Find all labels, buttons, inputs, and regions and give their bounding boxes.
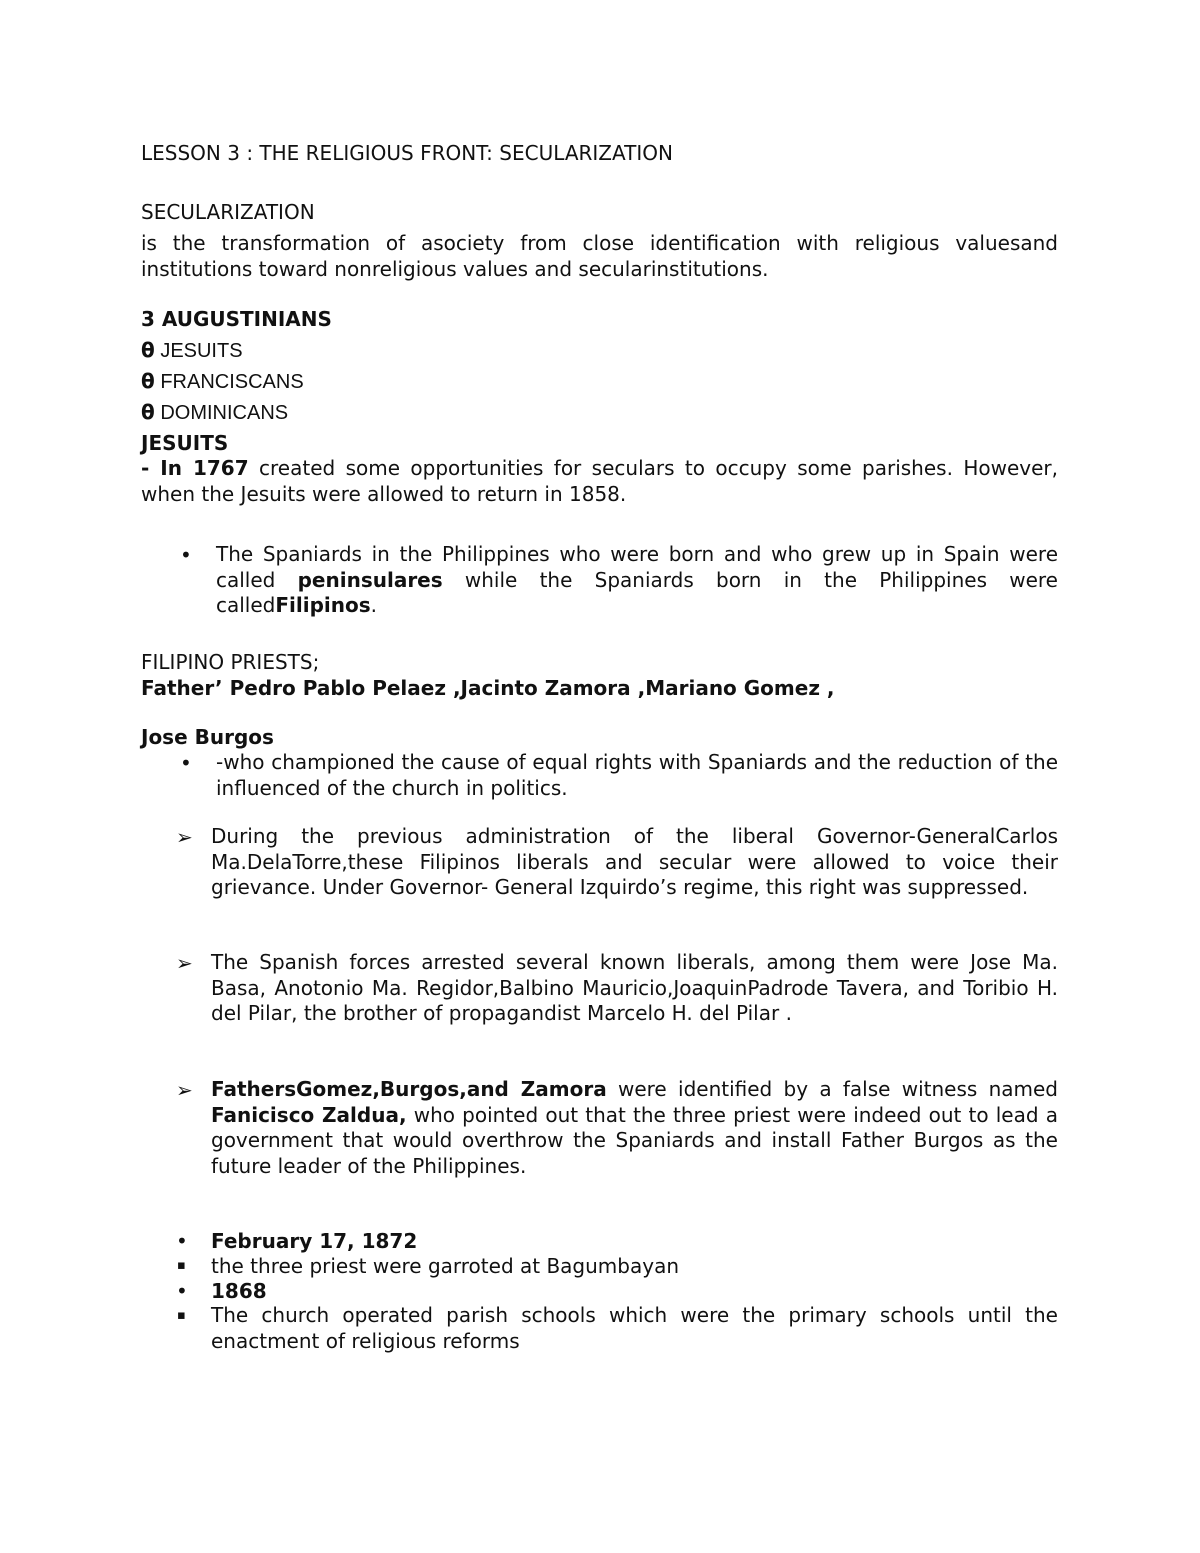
burgos-paragraph: -who championed the cause of equal rights with Spaniards and the reduction of the influenced of the church in politics. [216, 750, 1058, 800]
square-bullet-icon: ▪ [177, 1258, 186, 1273]
order-label: JESUITS [160, 340, 243, 362]
witness-name: Fanicisco Zaldua, [211, 1102, 407, 1127]
jesuits-heading: JESUITS [141, 431, 229, 455]
spaniards-text-2: while the Spaniards born in the Philippines were called [216, 567, 1058, 617]
burgos-heading: Jose Burgos [141, 725, 274, 749]
orders-heading: 3 AUGUSTINIANS [141, 307, 332, 331]
order-label: FRANCISCANS [160, 371, 304, 393]
page-title: LESSON 3 : THE RELIGIOUS FRONT: SECULARIZATION [141, 141, 673, 165]
spaniards-text-3: . [370, 593, 378, 617]
priests-heading: FILIPINO PRIESTS; [141, 650, 320, 674]
witness-text-1: were identified by a false witness named [606, 1077, 1058, 1101]
term-filipinos: Filipinos [275, 593, 371, 617]
secularization-heading: SECULARIZATION [141, 200, 315, 224]
spaniards-paragraph [216, 542, 1058, 619]
bullet-icon: • [176, 1279, 188, 1303]
bullet-icon: • [180, 543, 192, 567]
square-bullet-icon: ▪ [177, 1308, 186, 1323]
order-label: DOMINICANS [160, 402, 289, 424]
timeline-date-1868: 1868 [211, 1279, 267, 1303]
bullet-icon: • [176, 1229, 188, 1253]
jesuits-lead: - In 1767 [141, 456, 249, 480]
order-marker: θ [141, 338, 155, 362]
witness-paragraph [211, 1077, 1058, 1179]
spaniards-text-1: The Spaniards in the Philippines who were born and who grew up in Spain were called [216, 542, 1058, 592]
arrow-bullet-icon: ➢ [176, 825, 193, 849]
timeline-event-1872: the three priest were garroted at Bagumbayan [211, 1254, 679, 1278]
bullet-icon: • [180, 751, 192, 775]
arrow-bullet-icon: ➢ [176, 1078, 193, 1102]
order-item-franciscans [141, 368, 304, 395]
jesuits-paragraph [141, 456, 1058, 507]
arrests-paragraph: The Spanish forces arrested several known liberals, among them were Jose Ma. Basa, Anotonio Ma. Regidor,Balbino Mauricio,JoaquinPadrode Tavera, and Toribio H. del Pilar, the brother of propagandist Marcelo H. del Pilar . [211, 950, 1058, 1025]
order-marker: θ [141, 369, 155, 393]
arrow-bullet-icon: ➢ [176, 951, 193, 975]
timeline-date-1872: February 17, 1872 [211, 1229, 418, 1253]
order-item-jesuits [141, 337, 243, 364]
timeline-event-1868: The church operated parish schools which were the primary schools until the enactment of religious reforms [211, 1303, 1058, 1353]
order-marker: θ [141, 400, 155, 424]
jesuits-text: created some opportunities for seculars to occupy some parishes. However, when the Jesuits were allowed to return in 1858. [141, 456, 1058, 506]
fathers-names: FathersGomez,Burgos,and Zamora [211, 1077, 607, 1101]
witness-text-2: who pointed out that the three priest were indeed out to lead a government that would overthrow the Spaniards and install Father Burgos as the future leader of the Philippines. [211, 1102, 1058, 1178]
administration-paragraph: During the previous administration of the liberal Governor-GeneralCarlos Ma.DelaTorre,these Filipinos liberals and secular were allowed to voice their grievance. Under Governor- General Izquirdo’s regime, this right was suppressed. [211, 824, 1058, 899]
term-peninsulares: peninsulares [297, 567, 443, 592]
secularization-definition: is the transformation of asociety from close identification with religious valuesand institutions toward nonreligious values and secularinstitutions. [141, 231, 1058, 281]
priests-names: Father’ Pedro Pablo Pelaez ,Jacinto Zamora ,Mariano Gomez , [141, 676, 835, 700]
order-item-dominicans [141, 399, 288, 426]
